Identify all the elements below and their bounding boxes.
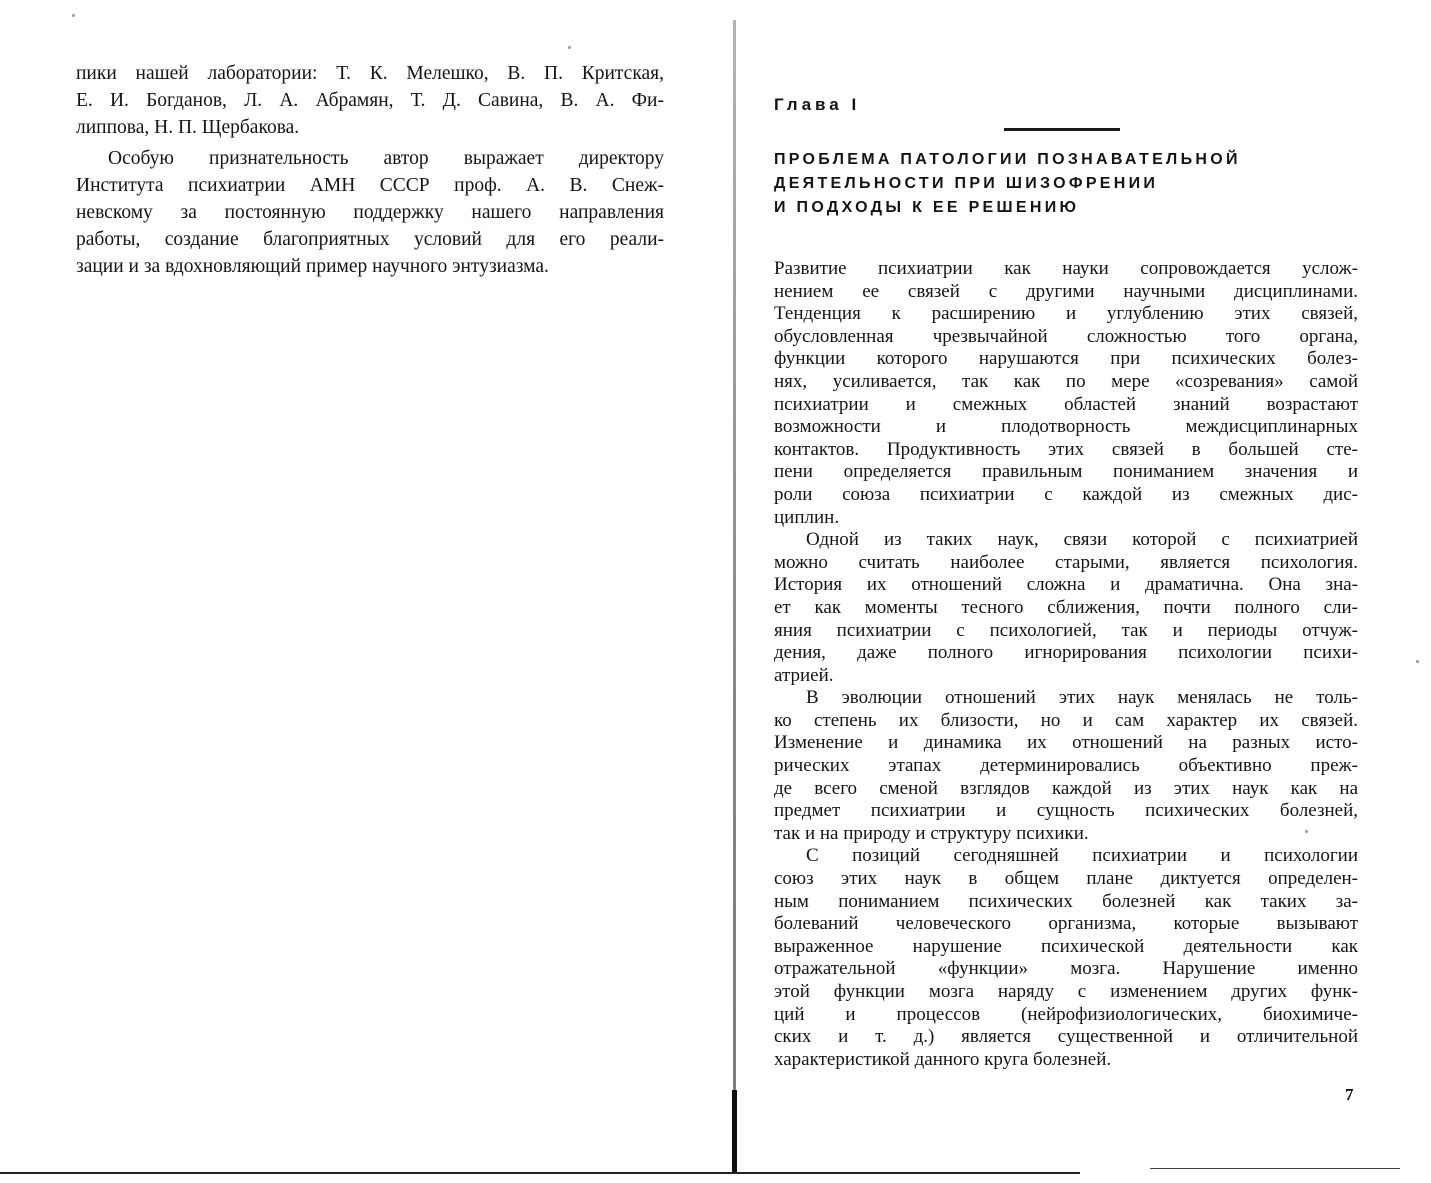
text-line: С позиций сегодняшней психиатрии и психологии — [806, 845, 1358, 867]
text-line: яния психиатрии с психологией, так и периоды отчуж- — [774, 619, 1358, 641]
chapter-body — [774, 258, 1358, 1071]
text-line: липпова, Н. П. Щербакова. — [76, 117, 300, 138]
text-line: предмет психиатрии и сущность психических болезней, — [774, 800, 1358, 822]
chapter-rule — [1004, 128, 1120, 131]
paragraph — [774, 258, 1358, 529]
text-line: этой функции мозга наряду с изменением других функ- — [774, 981, 1358, 1002]
chapter-title-line: И ПОДХОДЫ К ЕЕ РЕШЕНИЮ — [774, 199, 1080, 216]
text-line: дения, даже полного игнорирования психологии психи- — [774, 642, 1358, 664]
text-line: ских и т. д.) является существенной и отличительной — [774, 1026, 1358, 1048]
text-line: Одной из таких наук, связи которой с психиатрией — [806, 529, 1358, 551]
chapter-label: Глава I — [774, 95, 861, 114]
text-line: нях, усиливается, так как по мере «созревания» самой — [774, 370, 1358, 392]
text-line: ций и процессов (нейрофизиологических, биохимиче- — [774, 1003, 1358, 1025]
text-line: характеристикой данного круга болезней. — [774, 1048, 1112, 1070]
page-bottom-edge-right — [1150, 1168, 1400, 1169]
text-line: болеваний человеческого организма, которые вызывают — [774, 913, 1358, 935]
text-line: возможности и плодотворность междисциплинарных — [774, 416, 1358, 438]
text-line: Е. И. Богданов, Л. А. Абрамян, Т. Д. Савина, В. А. Фи- — [76, 90, 664, 111]
scan-speck — [72, 14, 75, 17]
text-line: нением ее связей с другими научными дисциплинами. — [774, 280, 1358, 302]
text-line: пени определяется правильным пониманием значения и — [774, 461, 1358, 483]
text-line: рических этапах детерминировались объективно преж- — [774, 755, 1358, 777]
right-page — [774, 92, 1358, 1071]
page-number: 7 — [1345, 1085, 1354, 1104]
paragraph — [774, 529, 1358, 687]
text-line: Развитие психиатрии как науки сопровождается услож- — [774, 258, 1358, 279]
book-spine-shadow — [732, 1090, 737, 1172]
text-line: так и на природу и структуру психики. — [774, 822, 1089, 844]
text-line: роли союза психиатрии с каждой из смежных дис- — [774, 483, 1358, 505]
page-bottom-edge — [0, 1172, 1080, 1174]
paragraph — [76, 145, 664, 280]
text-line: Изменение и динамика их отношений на разных исто- — [774, 732, 1358, 754]
text-line: пики нашей лаборатории: Т. К. Мелешко, В. П. Критская, — [76, 63, 664, 84]
scan-speck — [568, 46, 571, 49]
text-line: невскому за постоянную поддержку нашего направления — [76, 202, 664, 223]
text-line: атрией. — [774, 664, 834, 686]
text-line: психиатрии и смежных областей знаний возрастают — [774, 393, 1358, 415]
text-line: работы, создание благоприятных условий для его реали- — [76, 229, 664, 250]
text-line: ным пониманием психических болезней как таких за- — [774, 890, 1358, 912]
chapter-title — [774, 148, 1358, 220]
text-line: де всего сменой взглядов каждой из этих наук как на — [774, 777, 1358, 799]
text-line: История их отношений сложна и драматична. Она зна- — [774, 574, 1358, 596]
book-spine — [733, 20, 736, 1170]
text-line: функции которого нарушаются при психических болез- — [774, 348, 1358, 370]
paragraph — [774, 845, 1358, 1071]
text-line: обусловленная чрезвычайной сложностью того органа, — [774, 325, 1358, 347]
text-line: можно считать наиболее старыми, является психология. — [774, 551, 1358, 573]
text-line: контактов. Продуктивность этих связей в большей сте- — [774, 438, 1358, 460]
text-line: Института психиатрии АМН СССР проф. А. В. Снеж- — [76, 175, 664, 196]
chapter-title-line: ПРОБЛЕМА ПАТОЛОГИИ ПОЗНАВАТЕЛЬНОЙ — [774, 151, 1241, 168]
text-line: отражательной «функции» мозга. Нарушение именно — [774, 958, 1358, 980]
text-line: зации и за вдохновляющий пример научного энтузиазма. — [76, 256, 549, 277]
text-line: Особую признательность автор выражает директору — [108, 148, 664, 169]
text-line: Тенденция к расширению и углублению этих связей, — [774, 303, 1358, 325]
text-line: ко степень их близости, но и сам характер их связей. — [774, 709, 1358, 731]
paragraph — [76, 60, 664, 141]
text-line: В эволюции отношений этих наук менялась не толь- — [806, 687, 1358, 709]
chapter-title-line: ДЕЯТЕЛЬНОСТИ ПРИ ШИЗОФРЕНИИ — [774, 175, 1159, 192]
text-line: союз этих наук в общем плане диктуется определен- — [774, 868, 1358, 890]
text-line: выраженное нарушение психической деятельности как — [774, 935, 1358, 957]
scan-speck — [1416, 660, 1419, 663]
text-line: циплин. — [774, 506, 840, 528]
text-line: ет как моменты тесного сближения, почти полного сли- — [774, 596, 1358, 618]
left-page — [76, 60, 664, 280]
paragraph — [774, 687, 1358, 845]
